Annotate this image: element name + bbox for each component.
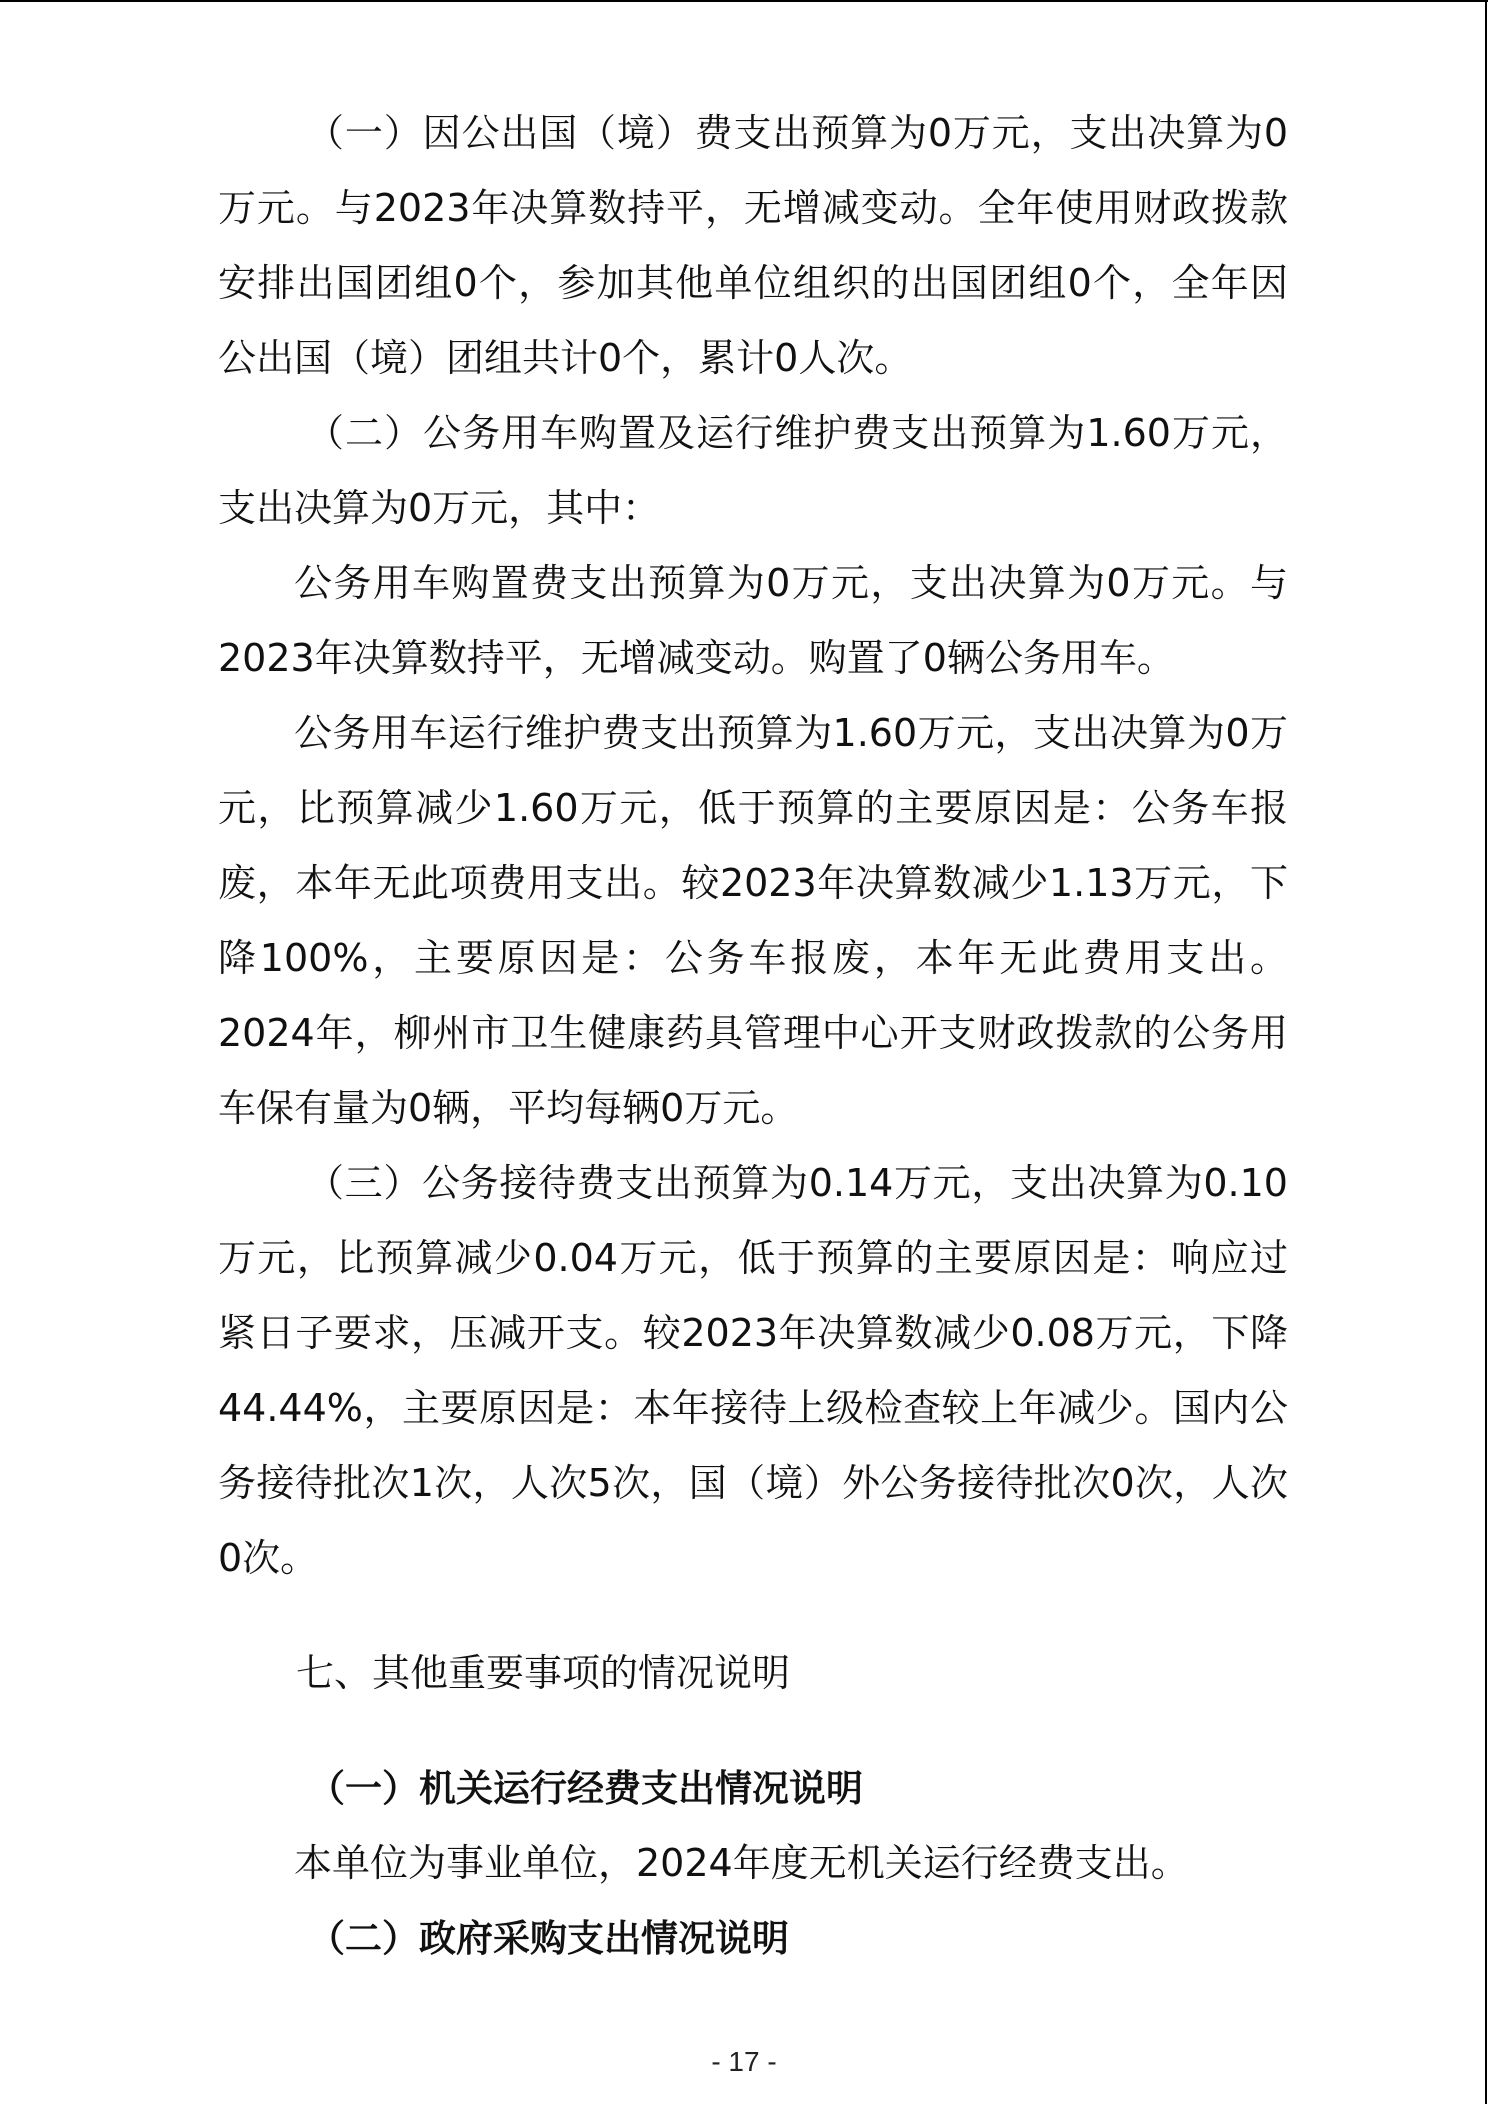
page-number: - 17 - bbox=[711, 2046, 777, 2077]
paragraph-outbound-travel: （一）因公出国（境）费支出预算为0万元，支出决算为0万元。与2023年决算数持平，无增减变动。全年使用财政拨款安排出国团组0个，参加其他单位组织的出国团组0个，全年因公出国（境）团组共计0个，累计0人次。 bbox=[218, 111, 1288, 380]
subsection-text-operating-expenses: 本单位为事业单位，2024年度无机关运行经费支出。 bbox=[294, 1841, 1189, 1885]
paragraph-vehicle-maintenance: 公务用车运行维护费支出预算为1.60万元，支出决算为0万元，比预算减少1.60万元，低于预算的主要原因是：公务车报废，本年无此项费用支出。较2023年决算数减少1.13万元，下降100%，主要原因是：公务车报废，本年无此费用支出。2024年，柳州市卫生健康药具管理中心开支财政拨款的公务用车保有量为0辆，平均每辆0万元。 bbox=[218, 711, 1288, 1130]
top-border-line bbox=[0, 0, 1488, 2]
right-border-line bbox=[1485, 0, 1487, 2104]
subsection-heading-operating-expenses: （一）机关运行经费支出情况说明 bbox=[308, 1768, 863, 1809]
section-heading: 七、其他重要事项的情况说明 bbox=[296, 1651, 791, 1695]
subsection-heading-procurement: （二）政府采购支出情况说明 bbox=[308, 1918, 789, 1959]
paragraph-vehicle-purchase: 公务用车购置费支出预算为0万元，支出决算为0万元。与2023年决算数持平，无增减变动。购置了0辆公务用车。 bbox=[218, 561, 1288, 680]
paragraph-vehicle-summary: （二）公务用车购置及运行维护费支出预算为1.60万元，支出决算为0万元，其中： bbox=[218, 411, 1288, 530]
document-body bbox=[218, 96, 1288, 1976]
paragraph-official-reception: （三）公务接待费支出预算为0.14万元，支出决算为0.10万元，比预算减少0.04万元，低于预算的主要原因是：响应过紧日子要求，压减开支。较2023年决算数减少0.08万元，下降44.44%，主要原因是：本年接待上级检查较上年减少。国内公务接待批次1次，人次5次，国（境）外公务接待批次0次，人次0次。 bbox=[218, 1161, 1288, 1580]
